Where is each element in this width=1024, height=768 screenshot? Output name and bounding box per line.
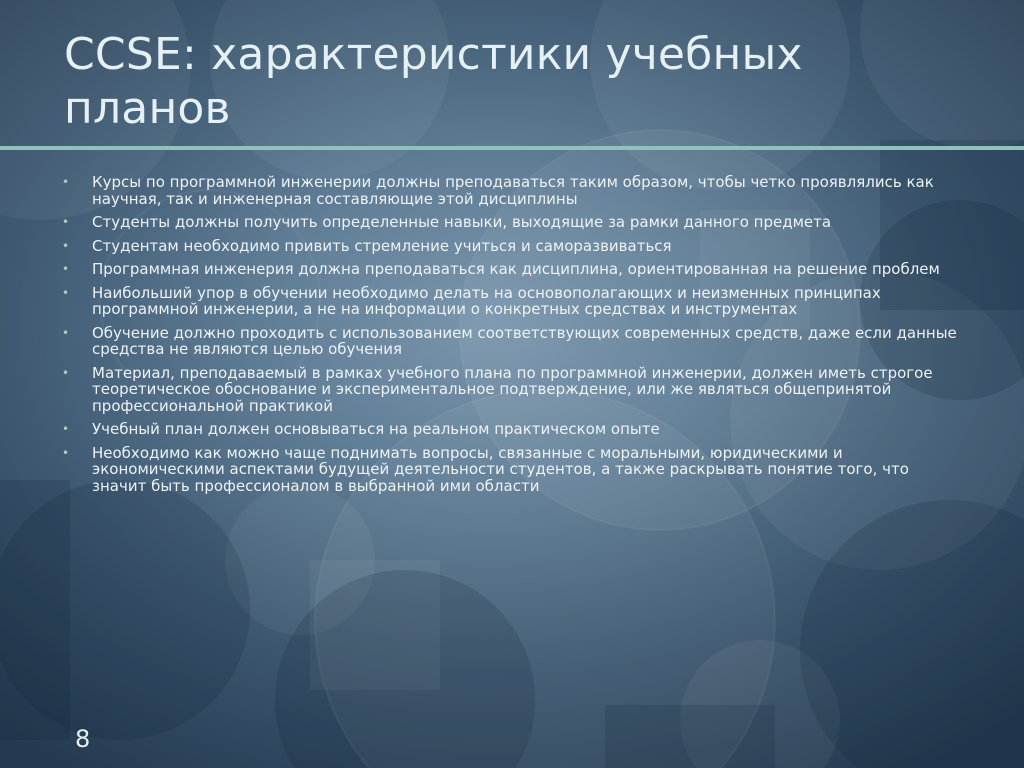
slide-number: 8	[75, 725, 91, 753]
bullet-item	[62, 214, 967, 231]
bullet-item	[62, 174, 967, 207]
bullet-text: Материал, преподаваемый в рамках учебного плана по программной инженерии, должен иметь строгое теоретическое обоснование и экспериментальное подтверждение, или же являться общепринятой профессиональной практикой	[92, 363, 933, 415]
bullet-text: Наибольший упор в обучении необходимо делать на основополагающих и неизменных принципах программной инженерии, а не на информации о конкретных средствах и инструментах	[92, 283, 881, 318]
bullet-item	[62, 285, 967, 318]
bullet-text: Студентам необходимо привить стремление учиться и саморазвиваться	[92, 236, 672, 255]
bullet-item	[62, 325, 967, 358]
bullet-text: Обучение должно проходить с использованием соответствующих современных средств, даже если данные средства не являются целью обучения	[92, 323, 957, 358]
bullet-icon: •	[62, 422, 70, 436]
bullet-icon: •	[62, 365, 70, 380]
bullet-text: Курсы по программной инженерии должны преподаваться таким образом, чтобы четко проявлялись как научная, так и инженерная составляющие этой дисциплины	[92, 173, 934, 208]
title-divider	[0, 146, 1024, 150]
bullet-icon: •	[62, 325, 70, 340]
bullet-icon: •	[62, 215, 70, 229]
bullet-icon: •	[62, 238, 70, 253]
bullet-icon: •	[62, 285, 70, 300]
bullet-item	[62, 261, 967, 278]
bullet-text: Студенты должны получить определенные навыки, выходящие за рамки данного предмета	[92, 213, 832, 231]
bullet-list	[62, 174, 967, 501]
bullet-text: Программная инженерия должна преподаваться как дисциплина, ориентированная на решение проблем	[92, 260, 940, 278]
bullet-item	[62, 445, 967, 495]
slide-title: CCSE: характеристики учебных планов	[64, 29, 803, 134]
bullet-icon: •	[62, 262, 70, 276]
bullet-text: Учебный план должен основываться на реальном практическом опыте	[92, 420, 660, 438]
bullet-item	[62, 238, 967, 255]
bullet-text: Необходимо как можно чаще поднимать вопросы, связанные с моральными, юридическими и экономическими аспектами будущей деятельности студентов, а также раскрывать понятие того, что значит быть профессионалом в выбранной ими области	[92, 443, 909, 495]
bullet-icon: •	[62, 175, 70, 189]
bullet-item	[62, 365, 967, 415]
bullet-item	[62, 421, 967, 438]
bullet-icon: •	[62, 445, 70, 460]
